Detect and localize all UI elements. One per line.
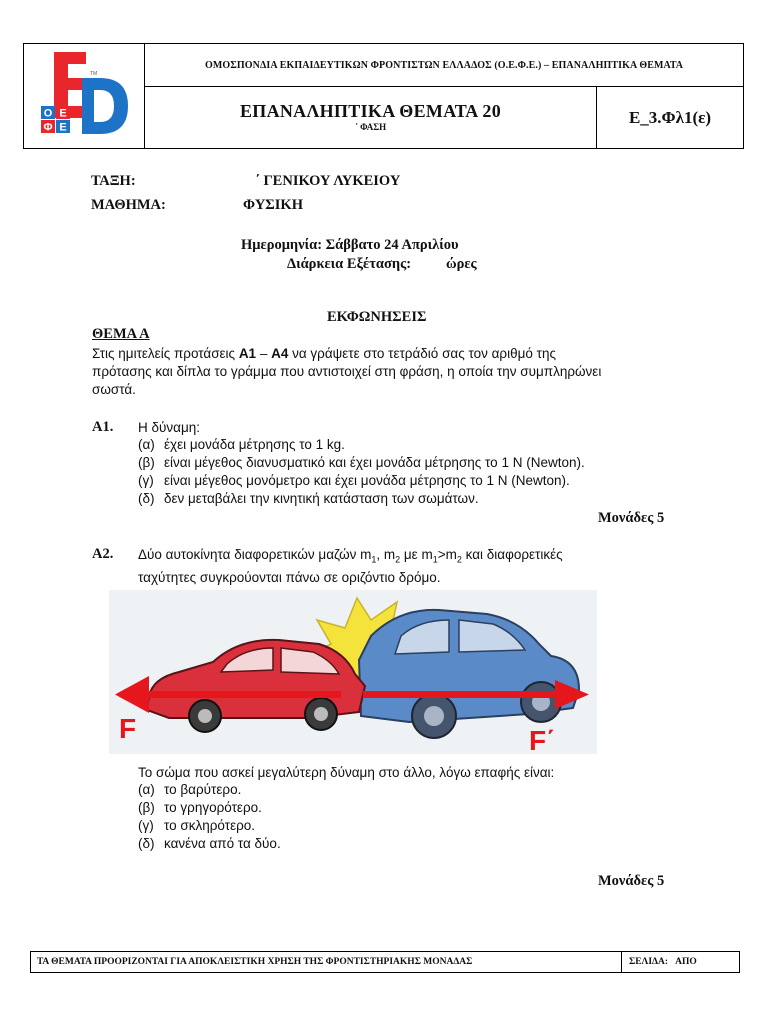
a2-option-a: (α) το βαρύτερο. — [138, 782, 242, 797]
a1-label: Α1. — [92, 419, 114, 435]
exam-code: Ε_3.Φλ1(ε) — [628, 107, 712, 127]
organization-name: ΟΜΟΣΠΟΝΔΙΑ ΕΚΠΑΙΔΕΥΤΙΚΩΝ ΦΡΟΝΤΙΣΤΩΝ ΕΛΛΑΔΟΣ (Ο.Ε.Φ.Ε.) – ΕΠΑΝΑΛΗΠΤΙΚΑ ΘΕΜΑΤΑ — [145, 44, 743, 87]
footer-divider — [621, 952, 622, 972]
logo-letter-o: Ο — [43, 107, 53, 120]
logo-letter-f: Φ — [43, 121, 53, 134]
a1-option-c: (γ) είναι μέγεθος μονόμετρο και έχει μονάδα μέτρησης το 1 Ν (Newton). — [138, 473, 570, 488]
exam-phase: ΄ ΦΑΣΗ — [354, 122, 387, 132]
a1-option-d: (δ) δεν μεταβάλει την κινητική κατάσταση των σωμάτων. — [138, 491, 479, 506]
a2-stem: Δύο αυτοκίνητα διαφορετικών μαζών $m_1$, $m_2$ με $m_1>m_2$ και διαφορετικές ταχύτητες συγκρούονται πάνω σε οριζόντιο δρόμο. — [138, 547, 563, 585]
a2-label: Α2. — [92, 546, 114, 562]
a2-option-d: (δ) κανένα από τα δύο. — [138, 836, 281, 851]
a1-option-b: (β) είναι μέγεθος διανυσματικό και έχει μονάδα μέτρησης το 1 Ν (Newton). — [138, 455, 585, 470]
duration-value: ώρες — [446, 256, 477, 272]
subject-value: ΦΥΣΙΚΗ — [243, 197, 303, 213]
exam-date: Ημερομηνία: Σάββατο 24 Απριλίου — [241, 237, 459, 253]
footer-page-info: ΣΕΛΙΔΑ: ΑΠΟ — [629, 957, 697, 967]
class-label: ΤΑΞΗ: — [91, 173, 136, 189]
a1-stem: Η δύναμη: — [138, 420, 200, 435]
a2-question: Το σώμα που ασκεί μεγαλύτερη δύναμη στο άλλο, λόγω επαφής είναι: — [138, 765, 555, 780]
header-table — [23, 43, 744, 149]
a1-option-a: (α) έχει μονάδα μέτρησης το 1 kg. — [138, 437, 345, 452]
logo-tm: TM — [90, 71, 98, 77]
exam-title: ΕΠΑΝΑΛΗΠΤΙΚΑ ΘΕΜΑΤΑ 20 — [239, 101, 502, 121]
a2-option-b: (β) το γρηγορότερο. — [138, 800, 262, 815]
subject-label: ΜΑΘΗΜΑ: — [91, 197, 166, 213]
theme-a-intro: Στις ημιτελείς προτάσεις Α1 – Α4 να γράψετε στο τετράδιό σας τον αριθμό της πρότασης και δίπλα το γράμμα που αντιστοιχεί στη φράση, η οποία την συμπληρώνει σωστά. — [92, 346, 602, 397]
a1-points: Μονάδες 5 — [598, 510, 665, 526]
logo-cell — [24, 44, 145, 148]
logo-letter-e2: Ε — [59, 121, 67, 134]
duration-label: Διάρκεια Εξέτασης: — [287, 256, 412, 272]
force-label-left: F — [119, 713, 137, 744]
force-label-right: F΄ — [529, 725, 556, 754]
a2-option-c: (γ) το σκληρότερο. — [138, 818, 256, 833]
a2-points: Μονάδες 5 — [598, 873, 665, 889]
footer — [30, 951, 740, 973]
section-title: ΕΚΦΩΝΗΣΕΙΣ — [327, 309, 427, 325]
footer-notice: ΤΑ ΘΕΜΑΤΑ ΠΡΟΟΡΙΖΟΝΤΑΙ ΓΙΑ ΑΠΟΚΛΕΙΣΤΙΚΗ ΧΡΗΣΗ ΤΗΣ ΦΡΟΝΤΙΣΤΗΡΙΑΚΗΣ ΜΟΝΑΔΑΣ — [37, 957, 473, 967]
logo-letter-e1: Ε — [59, 107, 67, 120]
title-cell — [145, 87, 597, 148]
class-value: ΄ ΓΕΝΙΚΟΥ ΛΥΚΕΙΟΥ — [255, 173, 401, 189]
oefe-logo — [24, 44, 143, 146]
car-collision-illustration — [109, 590, 597, 754]
theme-a-heading: ΘΕΜΑ Α — [92, 326, 150, 342]
